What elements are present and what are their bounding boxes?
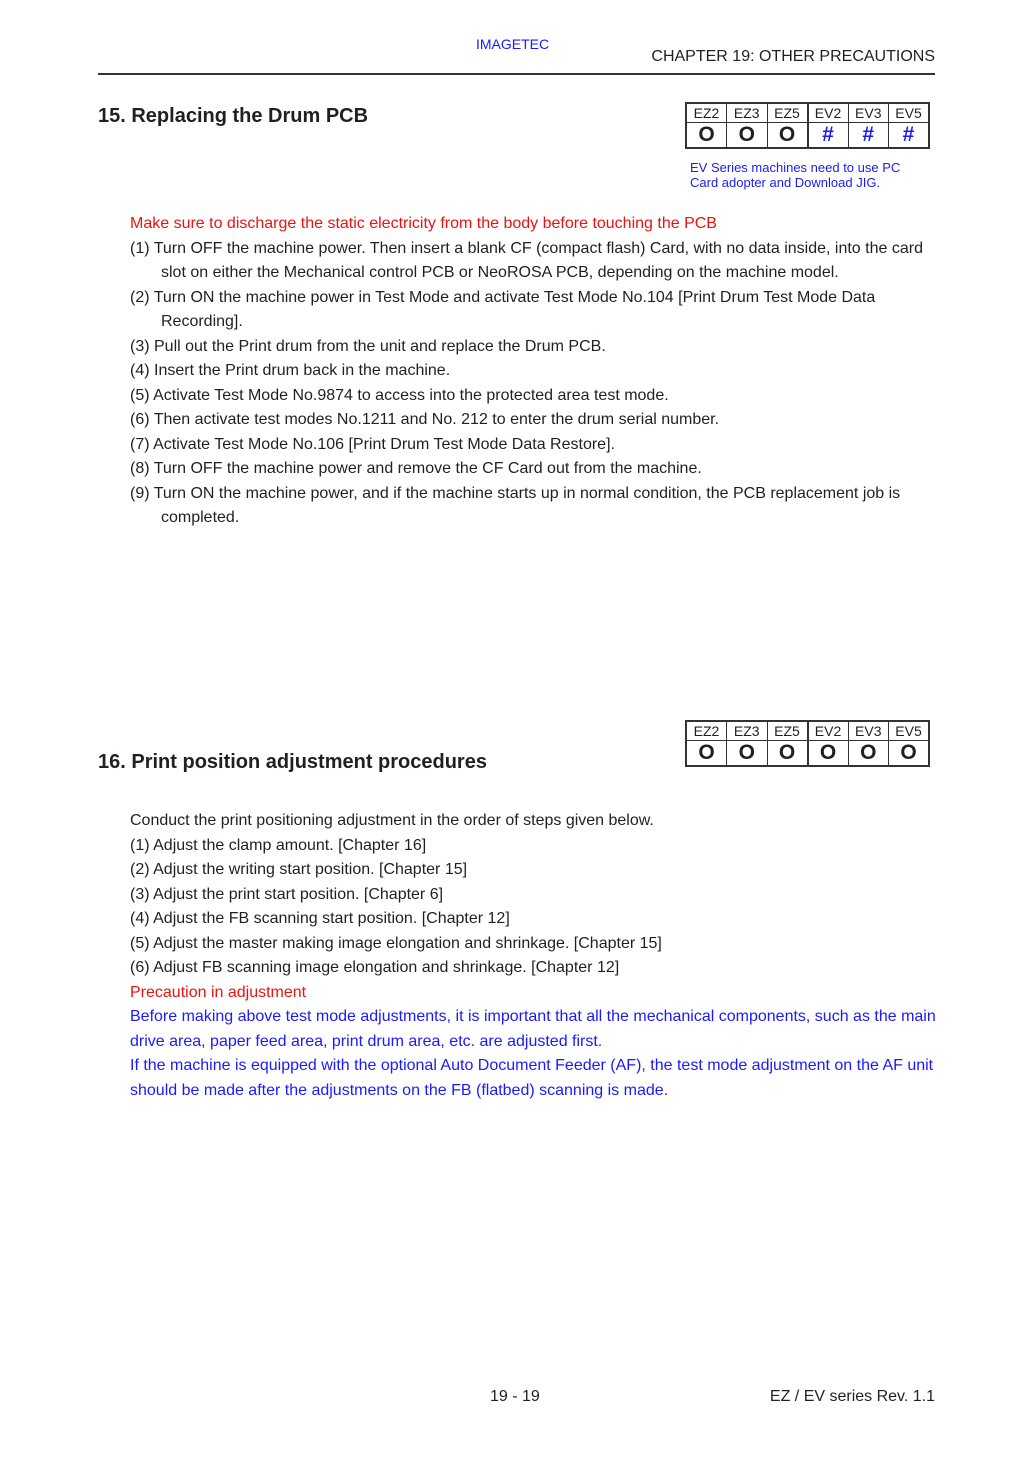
list-item: (2) Adjust the writing start position. [Chapter 15] bbox=[130, 861, 468, 878]
model-mark: O bbox=[727, 123, 768, 149]
list-item: (3) Adjust the print start position. [Chapter 6] bbox=[130, 885, 444, 903]
model-mark: O bbox=[727, 741, 768, 767]
adjustment-intro: Conduct the print positioning adjustment in the order of steps given below. bbox=[130, 812, 654, 829]
model-mark: O bbox=[889, 741, 930, 767]
precaution-paragraph: If the machine is equipped with the optional Auto Document Feeder (AF), the test mode adjustment on the AF unit should be made after the adjustments on the FB (flatbed) scanning is made. bbox=[130, 1057, 934, 1099]
list-item: (1) Adjust the clamp amount. [Chapter 16] bbox=[130, 836, 427, 854]
model-mark: # bbox=[848, 123, 889, 149]
list-item: (8) Turn OFF the machine power and remove the CF Card out from the machine. bbox=[130, 460, 702, 477]
model-note-line: Card adopter and Download JIG. bbox=[690, 175, 881, 190]
section-16-title: 16. Print position adjustment procedures bbox=[98, 751, 487, 773]
precaution-title: Precaution in adjustment bbox=[130, 983, 307, 1001]
model-mark: # bbox=[889, 123, 930, 149]
list-item: (7) Activate Test Mode No.106 [Print Drum Test Mode Data Restore]. bbox=[130, 435, 615, 453]
static-warning: Make sure to discharge the static electricity from the body before touching the PCB bbox=[130, 215, 717, 232]
model-mark: O bbox=[686, 741, 727, 767]
model-note bbox=[690, 160, 930, 190]
precaution-paragraph: Before making above test mode adjustments, it is important that all the mechanical components, such as the main drive area, paper feed area, print drum area, etc. are adjusted first. bbox=[130, 1008, 936, 1050]
model-mark: O bbox=[848, 741, 889, 767]
drum-pcb-steps bbox=[130, 237, 938, 531]
list-item: (1) Turn OFF the machine power. Then insert a blank CF (compact flash) Card, with no data inside, into the card slot on either the Mechanical control PCB or NeoROSA PCB, depending on the machine model. bbox=[130, 239, 923, 281]
section-16-body bbox=[130, 809, 938, 1103]
list-item: (5) Activate Test Mode No.9874 to access into the protected area test mode. bbox=[130, 386, 669, 404]
chapter-title: CHAPTER 19: OTHER PRECAUTIONS bbox=[651, 48, 935, 65]
model-mark: # bbox=[808, 123, 849, 149]
list-item: (2) Turn ON the machine power in Test Mode and activate Test Mode No.104 [Print Drum Test Mode Data Recording]. bbox=[130, 288, 876, 330]
model-header: EV5 bbox=[889, 721, 930, 741]
list-item: (9) Turn ON the machine power, and if the machine starts up in normal condition, the PCB replacement job is completed. bbox=[130, 484, 901, 526]
model-header: EZ2 bbox=[686, 103, 727, 123]
model-mark: O bbox=[767, 123, 808, 149]
list-item: (6) Adjust FB scanning image elongation and shrinkage. [Chapter 12] bbox=[130, 959, 620, 976]
model-header: EZ5 bbox=[767, 721, 808, 741]
section-15-model-table bbox=[685, 102, 930, 149]
list-item: (5) Adjust the master making image elongation and shrinkage. [Chapter 15] bbox=[130, 934, 662, 952]
section-15-body bbox=[130, 212, 938, 531]
revision-label: EZ / EV series Rev. 1.1 bbox=[769, 1388, 935, 1405]
model-header: EV3 bbox=[848, 103, 889, 123]
list-item: (6) Then activate test modes No.1211 and No. 212 to enter the drum serial number. bbox=[130, 411, 720, 428]
adjustment-steps bbox=[130, 834, 938, 981]
model-header: EZ3 bbox=[727, 721, 768, 741]
model-header: EZ5 bbox=[767, 103, 808, 123]
model-header: EZ3 bbox=[727, 103, 768, 123]
model-mark: O bbox=[767, 741, 808, 767]
model-header: EV3 bbox=[848, 721, 889, 741]
list-item: (4) Adjust the FB scanning start position. [Chapter 12] bbox=[130, 910, 510, 927]
model-header: EV2 bbox=[808, 721, 849, 741]
list-item: (4) Insert the Print drum back in the machine. bbox=[130, 362, 451, 379]
model-mark: O bbox=[686, 123, 727, 149]
header-divider bbox=[98, 73, 935, 75]
brand-label: IMAGETEC bbox=[476, 36, 550, 52]
model-header: EZ2 bbox=[686, 721, 727, 741]
list-item: (3) Pull out the Print drum from the unit and replace the Drum PCB. bbox=[130, 337, 606, 355]
section-15-title: 15. Replacing the Drum PCB bbox=[98, 105, 369, 127]
model-header: EV2 bbox=[808, 103, 849, 123]
section-16-model-table bbox=[685, 720, 930, 767]
page-number: 19 - 19 bbox=[490, 1388, 540, 1405]
model-mark: O bbox=[808, 741, 849, 767]
model-header: EV5 bbox=[889, 103, 930, 123]
model-note-line: EV Series machines need to use PC bbox=[690, 160, 901, 175]
